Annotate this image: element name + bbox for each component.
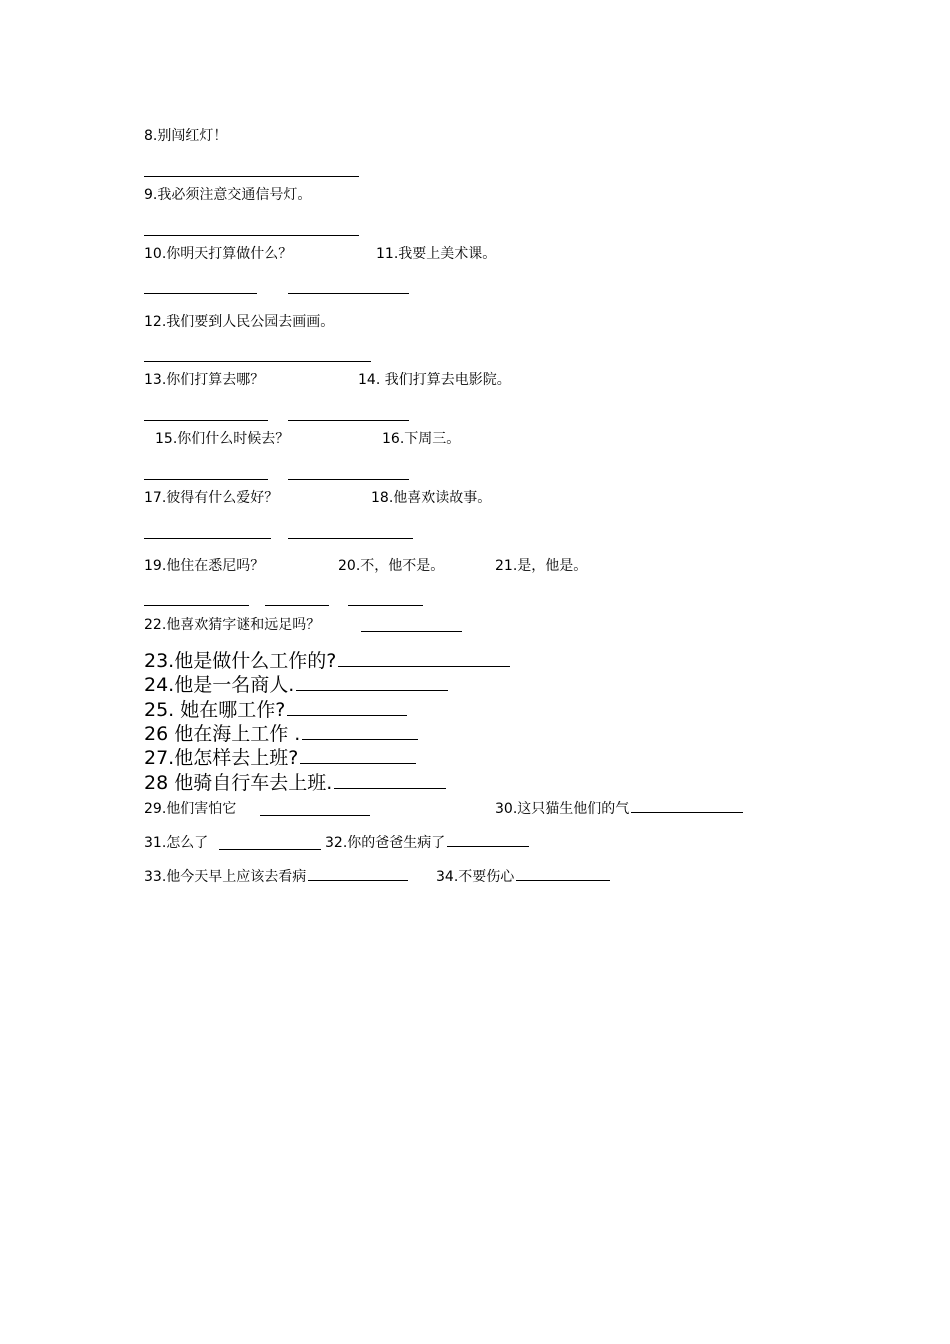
question-16: 16.下周三。 <box>382 431 461 447</box>
answer-blank-10[interactable] <box>144 293 257 294</box>
answer-blank-24[interactable] <box>296 689 448 691</box>
answer-blank-33[interactable] <box>308 879 408 881</box>
answer-blank-20[interactable] <box>265 605 329 606</box>
question-19: 19.他住在悉尼吗？ <box>144 558 265 574</box>
question-23 <box>144 649 510 673</box>
question-21: 21.是，他是。 <box>495 558 588 574</box>
answer-blank-9[interactable] <box>144 235 359 236</box>
answer-blank-16[interactable] <box>288 479 409 480</box>
question-11: 11.我要上美术课。 <box>376 246 497 262</box>
question-25 <box>144 698 407 722</box>
answer-blank-11[interactable] <box>288 293 409 294</box>
answer-blank-12[interactable] <box>144 361 371 362</box>
answer-blank-14[interactable] <box>288 420 409 421</box>
answer-blank-26[interactable] <box>302 738 418 740</box>
answer-blank-21[interactable] <box>348 605 423 606</box>
answer-blank-34[interactable] <box>516 879 610 881</box>
question-24 <box>144 673 448 697</box>
question-25-text: 25. 她在哪工作? <box>144 699 286 721</box>
question-32-text: 32.你的爸爸生病了 <box>325 835 446 851</box>
question-23-text: 23.他是做什么工作的? <box>144 650 337 672</box>
question-33-text: 33.他今天早上应该去看病 <box>144 869 307 885</box>
question-24-text: 24.他是一名商人. <box>144 674 295 696</box>
question-29: 29.他们害怕它 <box>144 801 237 817</box>
answer-blank-17[interactable] <box>144 538 271 539</box>
question-32 <box>325 834 529 852</box>
question-18: 18.他喜欢读故事。 <box>371 490 492 506</box>
question-20: 20.不，他不是。 <box>338 558 445 574</box>
question-13: 13.你们打算去哪？ <box>144 372 265 388</box>
question-26-text: 26 他在海上工作 . <box>144 723 301 745</box>
question-14: 14. 我们打算去电影院。 <box>358 372 511 388</box>
answer-blank-8[interactable] <box>144 176 359 177</box>
question-12: 12.我们要到人民公园去画画。 <box>144 314 335 330</box>
answer-blank-32[interactable] <box>447 845 529 847</box>
question-10: 10.你明天打算做什么？ <box>144 246 293 262</box>
question-9: 9.我必须注意交通信号灯。 <box>144 187 312 203</box>
question-30 <box>495 800 743 818</box>
question-31: 31.怎么了 <box>144 835 209 851</box>
question-34-text: 34.不要伤心 <box>436 869 515 885</box>
question-28 <box>144 771 446 795</box>
answer-blank-30[interactable] <box>631 811 743 813</box>
answer-blank-25[interactable] <box>287 714 407 716</box>
answer-blank-13[interactable] <box>144 420 268 421</box>
answer-blank-23[interactable] <box>338 665 510 667</box>
answer-blank-19[interactable] <box>144 605 249 606</box>
question-30-text: 30.这只猫生他们的气 <box>495 801 630 817</box>
answer-blank-18[interactable] <box>288 538 413 539</box>
question-22: 22.他喜欢猜字谜和远足吗？ <box>144 617 321 633</box>
question-15: 15.你们什么时候去？ <box>155 431 290 447</box>
answer-blank-31[interactable] <box>219 849 321 850</box>
question-28-text: 28 他骑自行车去上班. <box>144 772 333 794</box>
answer-blank-27[interactable] <box>300 762 416 764</box>
question-17: 17.彼得有什么爱好？ <box>144 490 279 506</box>
answer-blank-22[interactable] <box>361 631 462 632</box>
question-8: 8.别闯红灯！ <box>144 128 228 144</box>
answer-blank-28[interactable] <box>334 787 446 789</box>
question-34 <box>436 868 610 886</box>
answer-blank-29[interactable] <box>260 815 370 816</box>
question-27 <box>144 746 416 770</box>
question-27-text: 27.他怎样去上班? <box>144 747 299 769</box>
question-33 <box>144 868 408 886</box>
question-26 <box>144 722 418 746</box>
answer-blank-15[interactable] <box>144 479 268 480</box>
